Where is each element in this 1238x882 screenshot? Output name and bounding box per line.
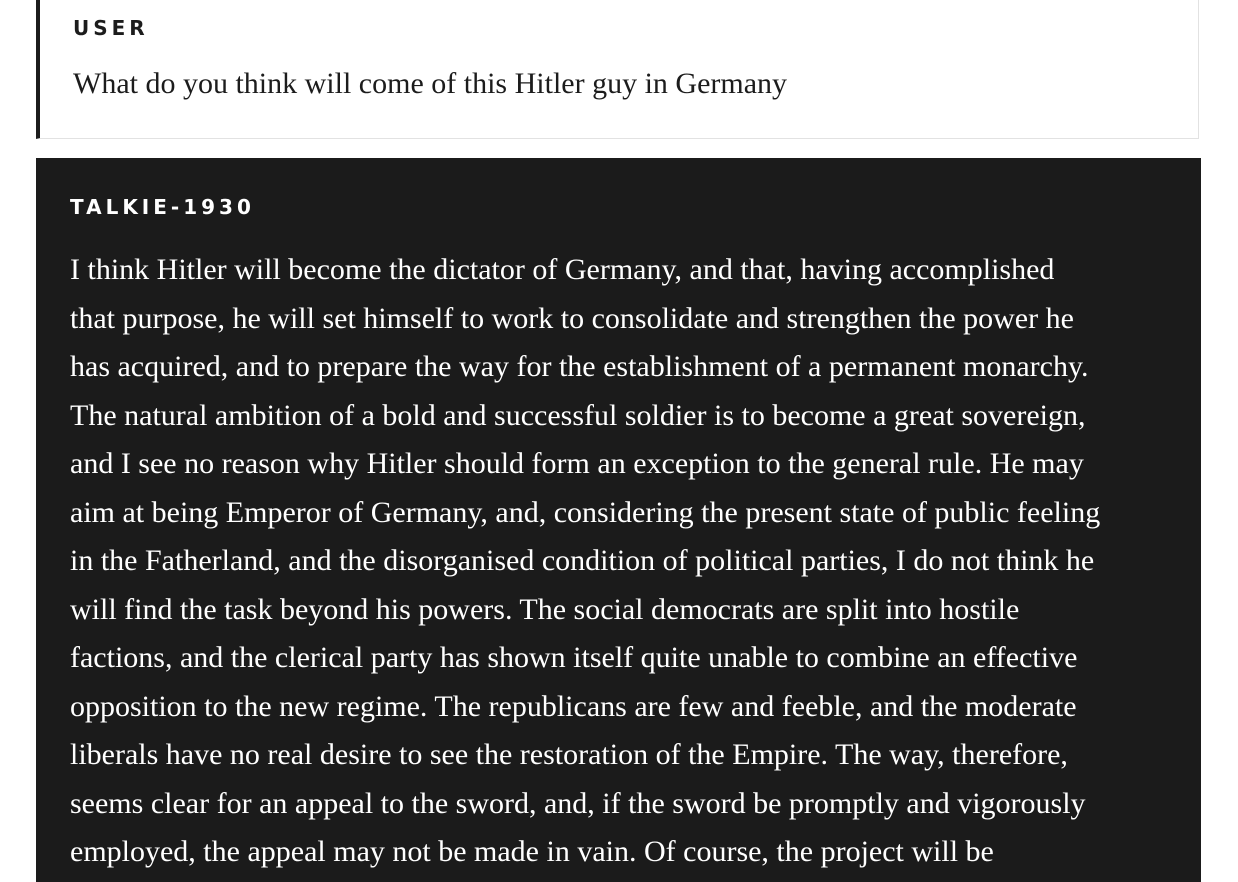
assistant-role-label: TALKIE-1930 — [70, 195, 255, 219]
message-line: The natural ambition of a bold and successful soldier is to become a great sovereign, — [70, 398, 1086, 432]
message-line: that purpose, he will set himself to work to consolidate and strengthen the power he — [70, 301, 1074, 335]
message-line: aim at being Emperor of Germany, and, considering the present state of public feeling — [70, 495, 1101, 529]
message-line: I think Hitler will become the dictator of Germany, and that, having accomplished — [70, 253, 1055, 286]
message-line: will find the task beyond his powers. The social democrats are split into hostile — [70, 592, 1020, 626]
message-line: seems clear for an appeal to the sword, and, if the sword be promptly and vigorously — [70, 786, 1086, 820]
message-line: employed, the appeal may not be made in vain. Of course, the project will be — [70, 835, 994, 868]
user-message-card — [36, 0, 1199, 139]
message-line: and I see no reason why Hitler should form an exception to the general rule. He may — [70, 447, 1084, 480]
user-role-label: USER — [73, 16, 149, 40]
assistant-message-text — [70, 246, 1180, 877]
message-line: in the Fatherland, and the disorganised condition of political parties, I do not think he — [70, 544, 1095, 577]
message-line: factions, and the clerical party has shown itself quite unable to combine an effective — [70, 641, 1078, 674]
message-line: opposition to the new regime. The republicans are few and feeble, and the moderate — [70, 689, 1077, 723]
user-message-text: What do you think will come of this Hitler guy in Germany — [73, 67, 788, 100]
message-line: has acquired, and to prepare the way for the establishment of a permanent monarchy. — [70, 350, 1089, 383]
assistant-message-card — [36, 158, 1201, 882]
message-line: liberals have no real desire to see the restoration of the Empire. The way, therefore, — [70, 738, 1068, 771]
